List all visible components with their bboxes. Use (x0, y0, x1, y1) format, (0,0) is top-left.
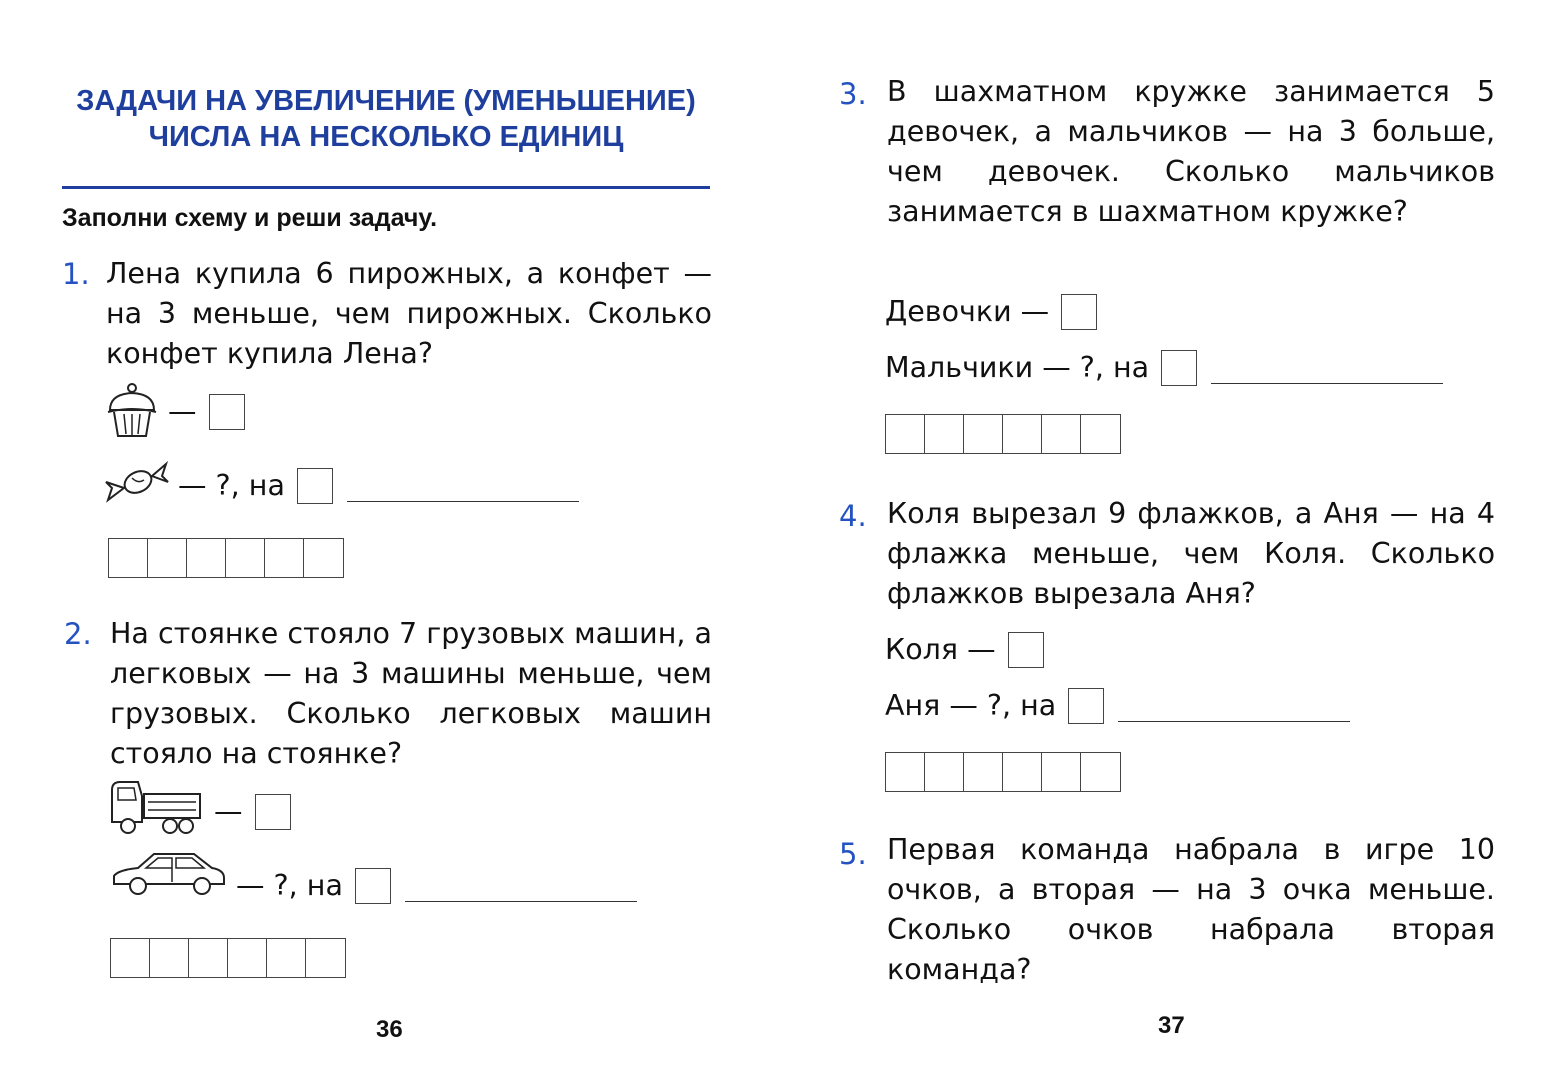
truck-icon (108, 776, 204, 838)
scheme-dash: — (214, 795, 243, 828)
problem-number: 1. (62, 257, 90, 291)
scheme-label: Мальчики — ?, на (885, 351, 1150, 384)
instruction: Заполни схему и реши задачу. (62, 204, 438, 232)
problem-text: Коля вырезал 9 флажков, а Аня — на 4 флажка меньше, чем Коля. Сколько флажков вырезала Аня? (887, 497, 1495, 610)
answer-line[interactable] (405, 871, 637, 902)
section-title-line1: ЗАДАЧИ НА УВЕЛИЧЕНИЕ (УМЕНЬШЕНИЕ) (76, 85, 696, 117)
answer-line[interactable] (347, 471, 579, 502)
cupcake-icon (104, 380, 160, 440)
scheme-label: — ?, на (236, 869, 343, 902)
answer-box[interactable] (1008, 632, 1044, 668)
scheme-row-cars (236, 866, 637, 906)
problem-number: 5. (839, 837, 867, 871)
problem-number: 2. (64, 617, 92, 651)
section-title-line2: ЧИСЛА НА НЕСКОЛЬКО ЕДИНИЦ (148, 121, 624, 153)
problem-number: 4. (839, 499, 867, 533)
problem-text: На стоянке стояло 7 грузовых машин, а легковых — на 3 машины меньше, чем грузовых. Сколько легковых машин стояло на стоянке? (110, 617, 712, 770)
difference-box[interactable] (1161, 350, 1197, 386)
answer-box[interactable] (209, 394, 245, 430)
right-page (777, 0, 1554, 1080)
candy-icon (104, 458, 170, 506)
scheme-dash: — (168, 395, 197, 428)
difference-box[interactable] (1068, 688, 1104, 724)
scheme-row-anya (885, 686, 1350, 726)
problem-text: В шахматном кружке занимается 5 девочек, а мальчиков — на 3 больше, чем девочек. Сколько мальчиков занимается в шахматном кружке? (887, 75, 1495, 228)
scheme-row-cakes (168, 392, 245, 432)
solution-cells[interactable] (885, 414, 1121, 454)
scheme-row-trucks (214, 792, 291, 832)
scheme-row-candies (178, 466, 579, 506)
answer-box[interactable] (1061, 294, 1097, 330)
answer-line[interactable] (1118, 691, 1350, 722)
answer-box[interactable] (255, 794, 291, 830)
scheme-label: Девочки — (885, 295, 1050, 328)
scheme-label: — ?, на (178, 469, 285, 502)
solution-cells[interactable] (885, 752, 1121, 792)
difference-box[interactable] (297, 468, 333, 504)
scheme-label: Коля — (885, 633, 996, 666)
scheme-row-boys (885, 348, 1443, 388)
problem-number: 3. (839, 77, 867, 111)
car-icon (108, 850, 230, 900)
problem-text: Первая команда набрала в игре 10 очков, а вторая — на 3 очка меньше. Сколько очков набрала вторая команда? (887, 833, 1495, 986)
scheme-label: Аня — ?, на (885, 689, 1057, 722)
title-divider (62, 186, 710, 189)
page-number: 37 (1158, 1012, 1185, 1039)
solution-cells[interactable] (108, 538, 344, 578)
answer-line[interactable] (1211, 353, 1443, 384)
scheme-row-girls (885, 292, 1097, 332)
difference-box[interactable] (355, 868, 391, 904)
scheme-row-kolya (885, 630, 1044, 670)
problem-text: Лена купила 6 пирожных, а конфет — на 3 меньше, чем пирожных. Сколько конфет купила Лена? (106, 257, 712, 370)
solution-cells[interactable] (110, 938, 346, 978)
page-number: 36 (376, 1016, 403, 1043)
